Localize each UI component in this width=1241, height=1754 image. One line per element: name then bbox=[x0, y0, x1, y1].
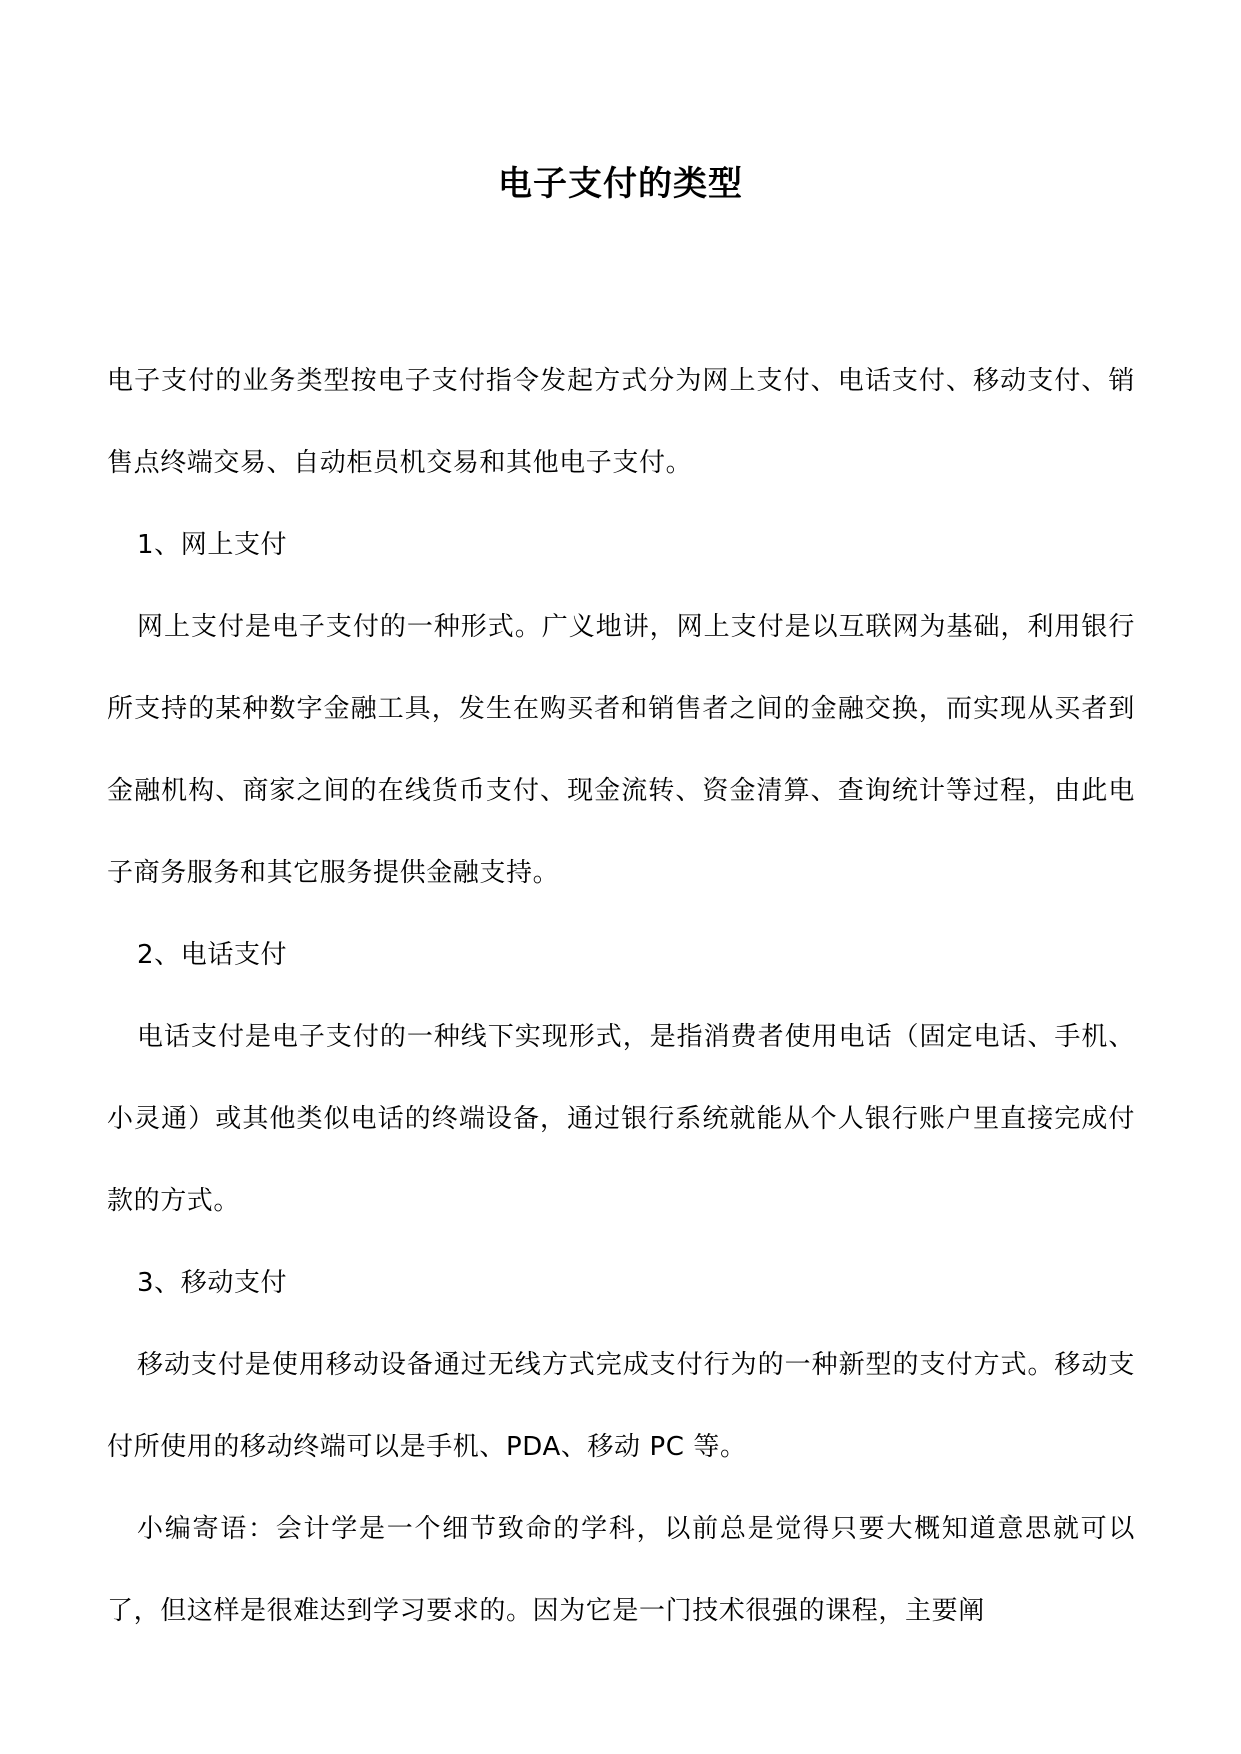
mobile-payment-paragraph: 移动支付是使用移动设备通过无线方式完成支付行为的一种新型的支付方式。移动支付所使用的移动终端可以是手机、PDA、移动 PC 等。 bbox=[107, 1350, 1135, 1462]
editor-note-paragraph: 小编寄语：会计学是一个细节致命的学科，以前总是觉得只要大概知道意思就可以了，但这样是很难达到学习要求的。因为它是一门技术很强的课程，主要阐 bbox=[107, 1514, 1135, 1626]
document-title: 电子支付的类型 bbox=[498, 164, 743, 204]
section-heading-phone-payment: 2、电话支付 bbox=[137, 940, 288, 970]
section-heading-mobile-payment: 3、移动支付 bbox=[137, 1268, 288, 1298]
phone-payment-paragraph: 电话支付是电子支付的一种线下实现形式，是指消费者使用电话（固定电话、手机、小灵通）或其他类似电话的终端设备，通过银行系统就能从个人银行账户里直接完成付款的方式。 bbox=[107, 1022, 1135, 1216]
intro-paragraph: 电子支付的业务类型按电子支付指令发起方式分为网上支付、电话支付、移动支付、销售点终端交易、自动柜员机交易和其他电子支付。 bbox=[107, 366, 1135, 478]
document-body bbox=[107, 340, 1135, 1652]
section-heading-online-payment: 1、网上支付 bbox=[137, 530, 288, 560]
online-payment-paragraph: 网上支付是电子支付的一种形式。广义地讲，网上支付是以互联网为基础，利用银行所支持的某种数字金融工具，发生在购买者和销售者之间的金融交换，而实现从买者到金融机构、商家之间的在线货币支付、现金流转、资金清算、查询统计等过程，由此电子商务服务和其它服务提供金融支持。 bbox=[107, 612, 1135, 888]
